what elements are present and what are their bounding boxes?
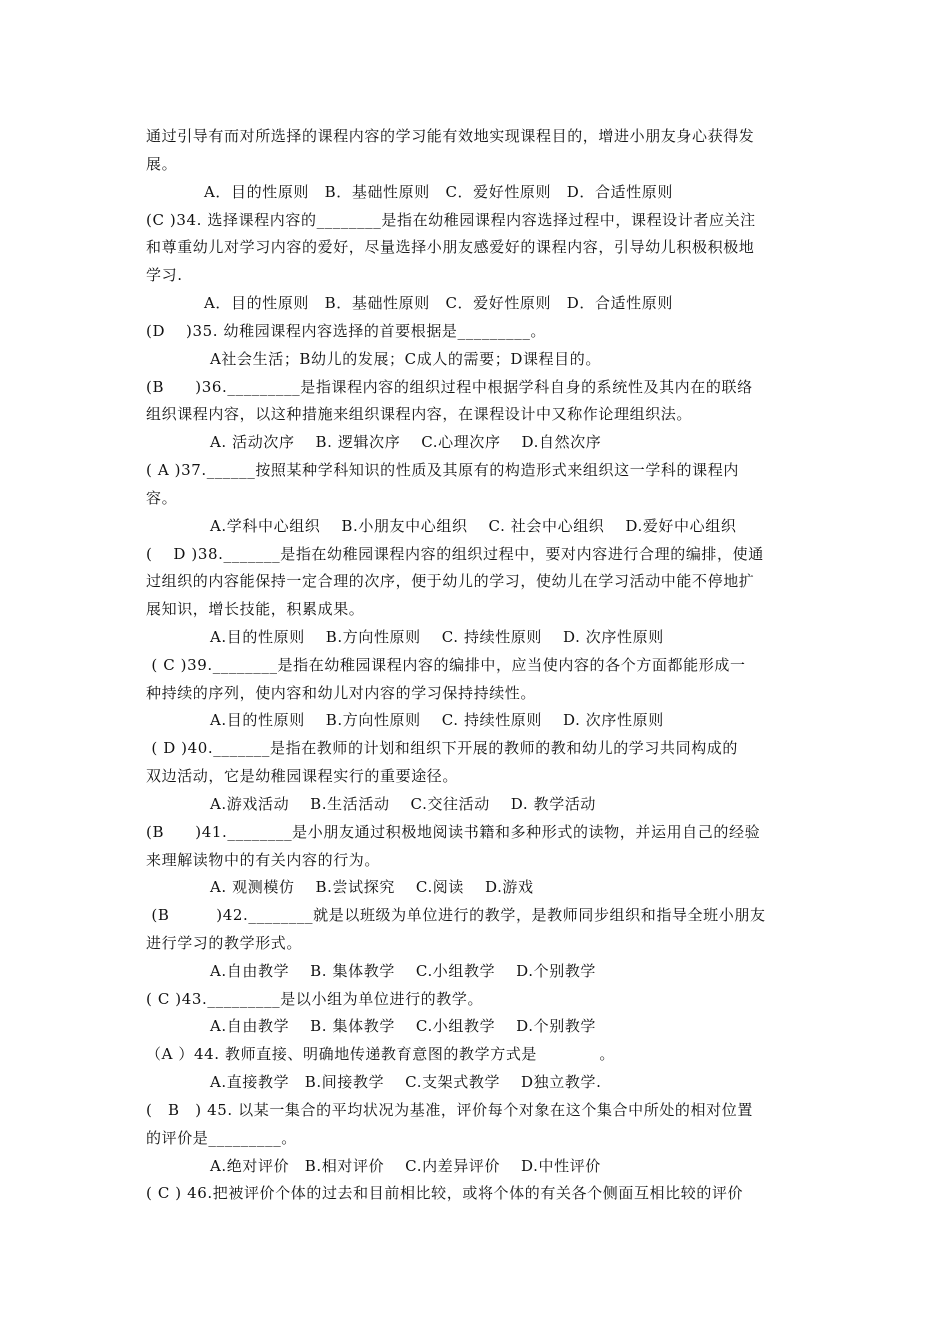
question-40: ( D )40._______是指在教师的计划和组织下开展的教师的教和幼儿的学习共同构成的 — [146, 739, 738, 757]
answer-options: A社会生活；B幼儿的发展；C成人的需要；D课程目的。 — [210, 350, 601, 368]
answer-options: A.自由教学 B. 集体教学 C.小组教学 D.个别教学 — [210, 962, 597, 980]
text-line: 种持续的序列，使内容和幼儿对内容的学习保持持续性。 — [146, 684, 537, 702]
text-line: 组织课程内容，以这种措施来组织课程内容，在课程设计中又称作论理组织法。 — [146, 405, 693, 423]
answer-options: A.目的性原则 B.方向性原则 C. 持续性原则 D. 次序性原则 — [210, 711, 664, 729]
answer-options: A. 活动次序 B. 逻辑次序 C.心理次序 D.自然次序 — [210, 433, 602, 451]
answer-options: A.直接教学 B.间接教学 C.支架式教学 D独立教学. — [210, 1073, 602, 1091]
text-line: 展。 — [146, 155, 178, 173]
question-37: ( A )37.______按照某种学科知识的性质及其原有的构造形式来组织这一学科的课程内 — [146, 461, 739, 479]
answer-options: A.绝对评价 B.相对评价 C.内差异评价 D.中性评价 — [210, 1157, 601, 1175]
question-46: ( C ) 46.把被评价个体的过去和目前相比较，或将个体的有关各个侧面互相比较的评价 — [146, 1184, 744, 1202]
question-43: ( C )43._________是以小组为单位进行的教学。 — [146, 990, 484, 1008]
question-34: (C )34. 选择课程内容的________是指在幼稚园课程内容选择过程中，课程设计者应关注 — [146, 211, 756, 229]
text-line: 过组织的内容能保持一定合理的次序，便于幼儿的学习，使幼儿在学习活动中能不停地扩 — [146, 572, 755, 590]
text-line: 来理解读物中的有关内容的行为。 — [146, 851, 381, 869]
text-line: 进行学习的教学形式。 — [146, 934, 303, 952]
text-line: 的评价是_________。 — [146, 1129, 297, 1147]
text-line: 容。 — [146, 489, 178, 507]
answer-options: A．目的性原则 B．基础性原则 C．爱好性原则 D．合适性原则 — [204, 294, 673, 312]
text-line: 通过引导有而对所选择的课程内容的学习能有效地实现课程目的，增进小朋友身心获得发 — [146, 127, 755, 145]
question-35: (D )35. 幼稚园课程内容选择的首要根据是_________。 — [146, 322, 547, 340]
question-42: (B )42.________就是以班级为单位进行的教学，是教师同步组织和指导全班小朋友 — [146, 906, 766, 924]
answer-options: A.自由教学 B. 集体教学 C.小组教学 D.个别教学 — [210, 1017, 597, 1035]
question-45: ( B ) 45. 以某一集合的平均状况为基准，评价每个对象在这个集合中所处的相对位置 — [146, 1101, 753, 1119]
question-39: ( C )39.________是指在幼稚园课程内容的编排中，应当使内容的各个方面都能形成一 — [146, 656, 746, 674]
question-41: (B )41.________是小朋友通过积极地阅读书籍和多种形式的读物，并运用自己的经验 — [146, 823, 761, 841]
answer-options: A.游戏活动 B.生活活动 C.交往活动 D. 教学活动 — [210, 795, 597, 813]
text-line: 和尊重幼儿对学习内容的爱好，尽量选择小朋友感爱好的课程内容，引导幼儿积极积极地 — [146, 238, 755, 256]
answer-options: A.学科中心组织 B.小朋友中心组织 C. 社会中心组织 D.爱好中心组织 — [210, 517, 737, 535]
question-36: (B )36._________是指课程内容的组织过程中根据学科自身的系统性及其内在的联络 — [146, 378, 753, 396]
question-44: （A ）44. 教师直接、明确地传递教育意图的教学方式是 。 — [146, 1045, 616, 1063]
question-38: ( D )38._______是指在幼稚园课程内容的组织过程中，要对内容进行合理的编排，使通 — [146, 545, 764, 563]
text-line: 展知识，增长技能，积累成果。 — [146, 600, 365, 618]
answer-options: A.目的性原则 B.方向性原则 C. 持续性原则 D. 次序性原则 — [210, 628, 664, 646]
answer-options: A. 观测模仿 B.尝试探究 C.阅读 D.游戏 — [210, 878, 534, 896]
text-line: 学习. — [146, 266, 183, 284]
answer-options: A．目的性原则 B．基础性原则 C．爱好性原则 D．合适性原则 — [204, 183, 673, 201]
text-line: 双边活动，它是幼稚园课程实行的重要途径。 — [146, 767, 459, 785]
